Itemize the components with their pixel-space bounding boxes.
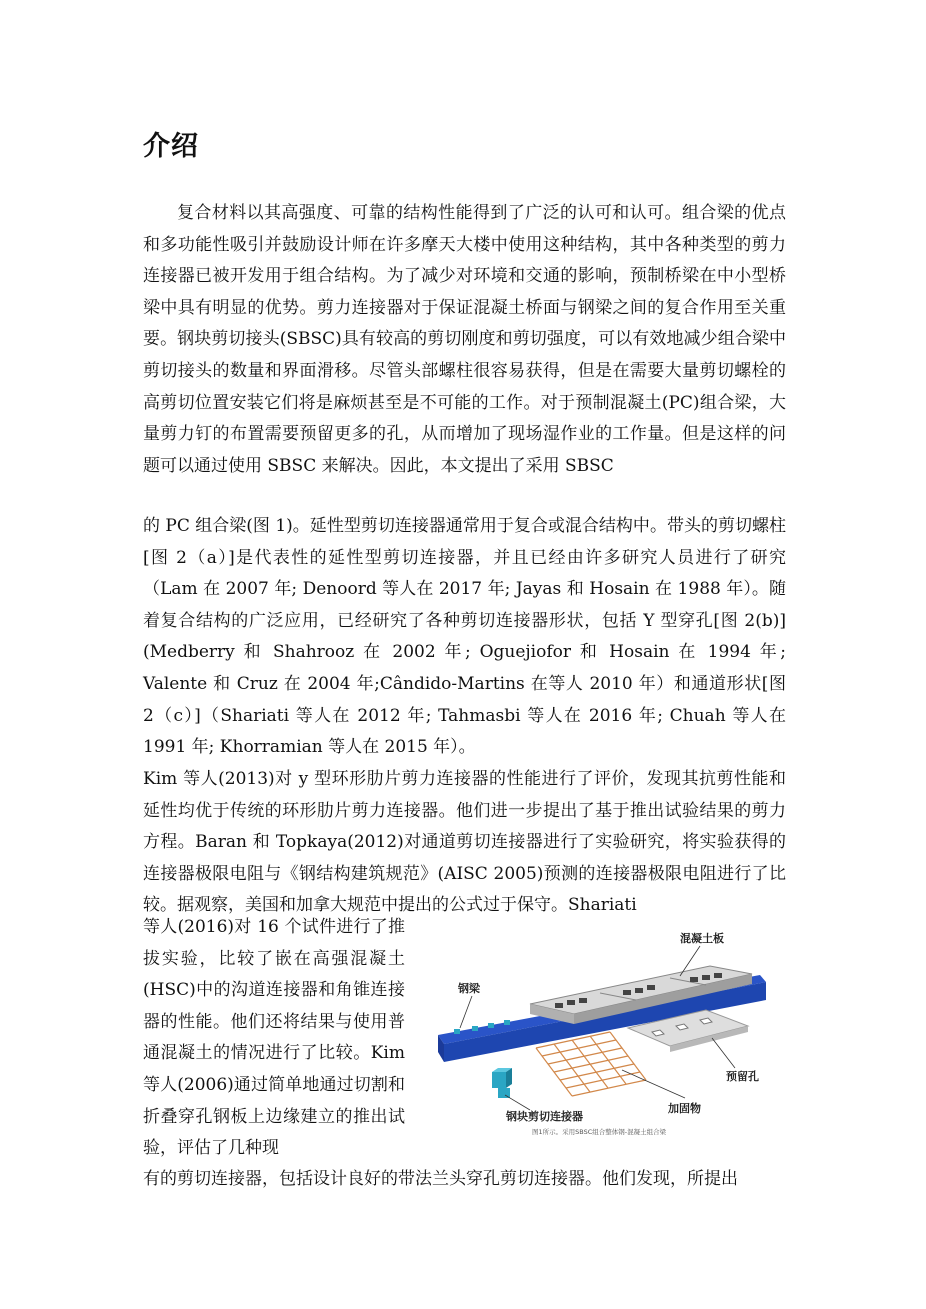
section-heading: 介绍: [143, 131, 199, 162]
label-concrete-slab: 混凝土板: [680, 932, 724, 945]
rebar-mesh: [536, 1032, 646, 1096]
figure-sbsc-composite-beam: [430, 920, 786, 1148]
paragraph-intro: 复合材料以其高强度、可靠的结构性能得到了广泛的认可和认可。组合梁的优点和多功能性吸引并鼓励设计师在许多摩天大楼中使用这种结构，其中各种类型的剪力连接器已被开发用于组合结构。为了减少对环境和交通的影响，预制桥梁在中小型桥梁中具有明显的优势。剪力连接器对于保证混凝土桥面与钢梁之间的复合作用至关重要。钢块剪切接头(SBSC)具有较高的剪切刚度和剪切强度，可以有效地减少组合梁中剪切接头的数量和界面滑移。尽管头部螺柱很容易获得，但是在需要大量剪切螺栓的高剪切位置安装它们将是麻烦甚至是不可能的工作。对于预制混凝土(PC)组合梁，大量剪力钉的布置需要预留更多的孔，从而增加了现场湿作业的工作量。但是这样的问题可以通过使用 SBSC 来解决。因此，本文提出了采用 SBSC: [143, 203, 786, 476]
paragraph-ductile-connectors: 的 PC 组合梁(图 1)。延性型剪切连接器通常用于复合或混合结构中。带头的剪切螺柱[图 2（a）]是代表性的延性型剪切连接器，并且已经由许多研究人员进行了研究（Lam 在 2007 年; Denoord 等人在 2017 年; Jayas 和 Hosain 在 1988 年）。随着复合结构的广泛应用，已经研究了各种剪切连接器形状，包括 Y 型穿孔[图 2(b)](Medberry 和 Shahrooz 在 2002 年; Oguejiofor 和 Hosain 在 1994 年; Valente 和 Cruz 在 2004 年;Cândido-Martins 在等人 2010 年）和通道形状[图 2（c）]（Shariati 等人在 2012 年; Tahmasbi 等人在 2016 年; Chuah 等人在 1991 年; Khorramian 等人在 2015 年）。: [143, 516, 786, 758]
figure-caption: 图1所示。采用SBSC组合整体钢-混凝土组合梁: [532, 1128, 667, 1136]
label-rebar: 加固物: [668, 1102, 701, 1115]
label-steel-beam: 钢梁: [458, 982, 480, 995]
steel-block-connector: [492, 1068, 512, 1098]
composite-beam-illustration: [430, 920, 786, 1148]
label-reserved-hole: 预留孔: [726, 1070, 759, 1083]
paragraph-wrap-text: 等人(2016)对 16 个试件进行了推拔实验，比较了嵌在高强混凝土(HSC)中的沟道连接器和角锥连接器的性能。他们还将结果与使用普通混凝土的情况进行了比较。Kim 等人(2006)通过简单地通过切割和折叠穿孔钢板上边缘建立的推出试验，评估了几种现: [143, 917, 405, 1159]
label-steel-block-connector: 钢块剪切连接器: [506, 1110, 583, 1123]
paragraph-kim-study: Kim 等人(2013)对 y 型环形肋片剪力连接器的性能进行了评价，发现其抗剪性能和延性均优于传统的环形肋片剪力连接器。他们进一步提出了基于推出试验结果的剪力方程。Baran 和 Topkaya(2012)对通道剪切连接器进行了实验研究，将实验获得的连接器极限电阻与《钢结构建筑规范》(AISC 2005)预测的连接器极限电阻进行了比较。据观察，美国和加拿大规范中提出的公式过于保守。Shariati: [143, 769, 786, 916]
paragraph-continuation: 有的剪切连接器，包括设计良好的带法兰头穿孔剪切连接器。他们发现，所提出: [143, 1169, 738, 1189]
